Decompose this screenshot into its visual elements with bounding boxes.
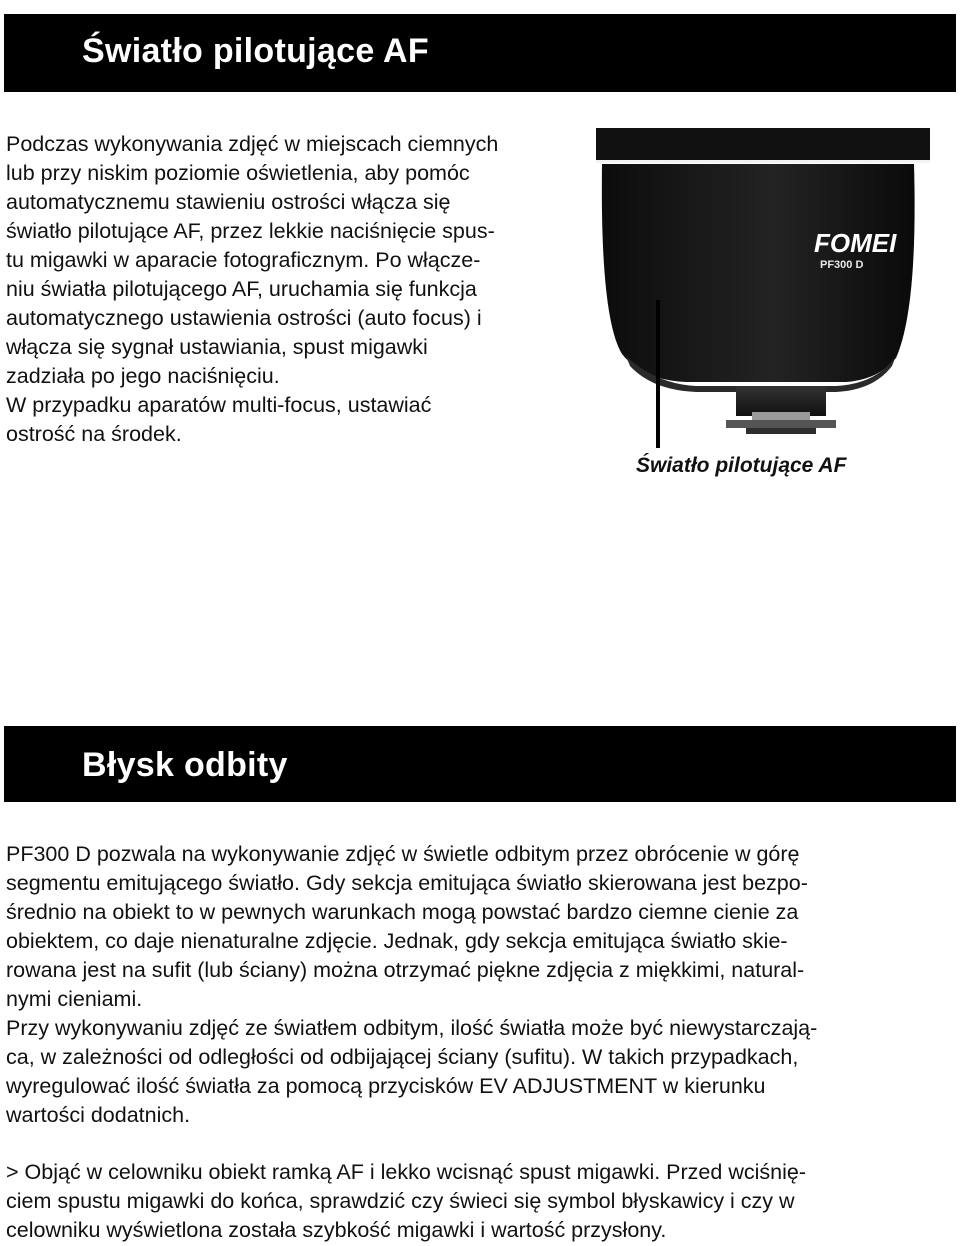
hot-shoe-mount — [736, 386, 826, 416]
bounce-flash-paragraph — [6, 840, 958, 1130]
text-line: wyregulować ilość światła za pomocą przycisków EV ADJUSTMENT w kierunku — [6, 1074, 766, 1098]
text-line: tu migawki w aparacie fotograficznym. Po włącze- — [6, 248, 481, 272]
text-line: ca, w zależności od odległości od odbijającej ściany (sufitu). W takich przypadkach, — [6, 1045, 799, 1069]
text-line: segmentu emitującego światło. Gdy sekcja emitująca światło skierowana jest bezpo- — [6, 871, 808, 895]
flash-head-strip — [596, 128, 930, 162]
text-line: ostrość na środek. — [6, 422, 182, 446]
brand-logo: FOMEI — [814, 228, 897, 258]
text-line: światło pilotujące AF, przez lekkie naciśnięcie spus- — [6, 219, 495, 243]
figure-pointer-line — [656, 300, 660, 448]
model-label: PF300 D — [820, 259, 864, 271]
text-line: automatycznemu stawieniu ostrości włącza się — [6, 190, 451, 214]
flash-body-shape — [602, 164, 915, 382]
section-title: Błysk odbity — [82, 746, 288, 784]
text-line: Podczas wykonywania zdjęć w miejscach ciemnych — [6, 132, 499, 156]
text-line: średnio na obiekt to w pewnych warunkach mogą powstać bardzo ciemne cienie za — [6, 900, 799, 924]
section-header-bounce-flash — [4, 726, 956, 802]
text-line: nymi cieniami. — [6, 987, 143, 1011]
section-title: Światło pilotujące AF — [82, 32, 429, 70]
flash-unit-image — [596, 128, 936, 458]
text-line: rowana jest na sufit (lub ściany) można otrzymać piękne zdjęcia z miękkimi, natural- — [6, 958, 805, 982]
text-line: PF300 D pozwala na wykonywanie zdjęć w świetle odbitym przez obrócenie w górę — [6, 842, 800, 866]
text-line: Przy wykonywaniu zdjęć ze światłem odbitym, ilość światła może być niewystarczają- — [6, 1016, 818, 1040]
text-line: automatycznego ustawienia ostrości (auto focus) i — [6, 306, 482, 330]
text-line: celowniku wyświetlona została szybkość migawki i wartość przysłony. — [6, 1218, 667, 1242]
text-line: zadziała po jego naciśnięciu. — [6, 364, 280, 388]
af-assist-paragraph — [6, 130, 586, 449]
text-line: wartości dodatnich. — [6, 1103, 191, 1127]
text-line: W przypadku aparatów multi-focus, ustawiać — [6, 393, 432, 417]
text-line: włącza się sygnał ustawiania, spust migawki — [6, 335, 428, 359]
text-line: > Objąć w celowniku obiekt ramką AF i lekko wcisnąć spust migawki. Przed wciśnię- — [6, 1160, 806, 1184]
text-line: niu światła pilotującego AF, uruchamia się funkcja — [6, 277, 477, 301]
figure-caption: Światło pilotujące AF — [636, 454, 847, 477]
text-line: obiektem, co daje nienaturalne zdjęcie. Jednak, gdy sekcja emitująca światło skie- — [6, 929, 788, 953]
section-header-af-assist — [4, 14, 956, 92]
text-line: ciem spustu migawki do końca, sprawdzić czy świeci się symbol błyskawicy i czy w — [6, 1189, 795, 1213]
text-line: lub przy niskim poziomie oświetlenia, aby pomóc — [6, 161, 470, 185]
bounce-flash-note — [6, 1158, 958, 1245]
